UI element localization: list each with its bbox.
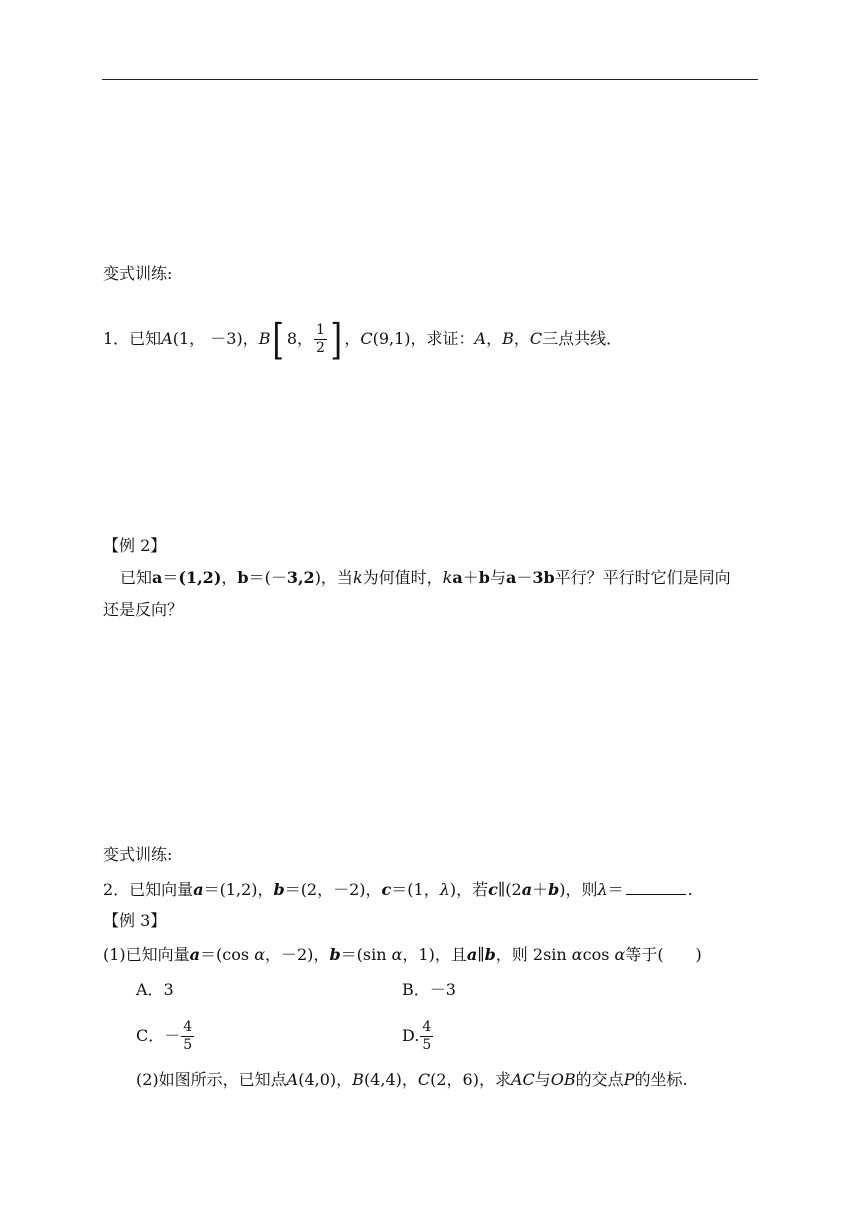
point-c-ref: C — [529, 329, 543, 348]
text: D. — [402, 1026, 420, 1045]
text: )，当 — [314, 568, 353, 587]
comma: ， — [344, 329, 361, 348]
text: 与 — [489, 568, 506, 587]
variant-heading-2: 变式训练: — [103, 845, 173, 864]
fraction-numerator: 4 — [183, 1019, 193, 1035]
text: ，则 2sin — [495, 945, 572, 964]
text: (1)已知向量 — [103, 945, 190, 964]
question-2 — [103, 880, 693, 900]
point-b: B — [352, 1070, 364, 1089]
text: 2．已知向量 — [103, 880, 194, 899]
point-b: B — [258, 329, 271, 348]
vector-b-value: 3,2 — [286, 568, 315, 587]
text: ＝(cos — [200, 945, 255, 964]
point-b-fraction — [314, 322, 327, 357]
vector-a: a — [466, 945, 478, 964]
text: 等于( ) — [625, 945, 702, 964]
text: 已知 — [120, 568, 153, 587]
text: ＝ — [162, 568, 179, 587]
vector-a: a — [152, 568, 163, 587]
example-3-heading: 【例 3】 — [103, 911, 167, 930]
var-lambda: λ — [439, 880, 450, 899]
vector-3b: 3b — [532, 568, 555, 587]
text: 为何值时， — [362, 568, 443, 587]
separator: ， — [513, 329, 530, 348]
example-2-line-2: 还是反向？ — [103, 600, 184, 619]
option-d[interactable] — [402, 1014, 434, 1058]
separator: ， — [486, 329, 503, 348]
vector-b: b — [237, 568, 249, 587]
text: ∥ — [477, 945, 485, 964]
example-3-question-2 — [136, 1070, 688, 1090]
text: 与 — [534, 1070, 551, 1089]
text: ， — [221, 568, 238, 587]
option-d-fraction — [420, 1019, 433, 1054]
point-c: C — [417, 1070, 431, 1089]
fraction-denominator: 2 — [316, 340, 325, 356]
option-c-fraction — [181, 1019, 194, 1054]
segment-ob: OB — [550, 1070, 576, 1089]
header-rule — [102, 79, 758, 80]
segment-ac: AC — [510, 1070, 535, 1089]
option-c[interactable] — [136, 1014, 195, 1058]
vector-b: b — [548, 880, 560, 899]
point-c-coords: (9,1)，求证： — [372, 329, 475, 348]
vector-b: b — [478, 568, 490, 587]
point-p: P — [623, 1070, 635, 1089]
text: ＋ — [462, 568, 479, 587]
text: ＝(sin — [340, 945, 392, 964]
var-alpha: α — [571, 945, 583, 964]
fraction-denominator: 5 — [422, 1037, 432, 1053]
text: (2)如图所示，已知点 — [136, 1070, 287, 1089]
vector-a-value: (1,2) — [178, 568, 222, 587]
fraction-numerator: 1 — [316, 322, 325, 338]
text: ＝(1,2)， — [203, 880, 274, 899]
text: (2，6)，求 — [430, 1070, 511, 1089]
example-2-heading: 【例 2】 — [103, 536, 167, 555]
point-b-x: 8， — [286, 329, 314, 348]
vector-a: a — [505, 568, 517, 587]
vector-b: b — [329, 945, 341, 964]
point-b-ref: B — [502, 329, 514, 348]
vector-a: a — [193, 880, 204, 899]
text: )，若 — [449, 880, 489, 899]
variant-heading-1: 变式训练: — [103, 264, 173, 283]
text: ，1)，且 — [402, 945, 467, 964]
text: . — [687, 880, 693, 899]
vector-b: b — [484, 945, 496, 964]
right-bracket: ] — [330, 314, 342, 364]
text: )，则 — [559, 880, 598, 899]
text: ＝(－ — [248, 568, 287, 587]
var-alpha: α — [254, 945, 265, 964]
text: (4,4)， — [363, 1070, 418, 1089]
text: － — [516, 568, 533, 587]
text: ∥(2 — [497, 880, 522, 899]
text: ＋ — [532, 880, 549, 899]
vector-b: b — [273, 880, 285, 899]
option-a[interactable]: A．3 — [136, 980, 174, 999]
point-c: C — [360, 329, 373, 348]
vector-c: c — [488, 880, 498, 899]
text: ＝ — [607, 880, 624, 899]
point-a: A — [161, 329, 173, 348]
q1-suffix: 三点共线． — [542, 329, 623, 348]
point-a-ref: A — [474, 329, 487, 348]
var-alpha: α — [614, 945, 626, 964]
var-k: k — [352, 568, 363, 587]
text: 的交点 — [575, 1070, 624, 1089]
point-a: A — [286, 1070, 299, 1089]
vector-a: a — [452, 568, 463, 587]
fraction-denominator: 5 — [183, 1037, 193, 1053]
var-lambda: λ — [597, 880, 608, 899]
point-a-coords: (1， －3)， — [172, 329, 259, 348]
fraction-numerator: 4 — [422, 1019, 432, 1035]
var-alpha: α — [391, 945, 403, 964]
text: (4,0)， — [298, 1070, 353, 1089]
vector-a: a — [521, 880, 533, 899]
q1-prefix: 1．已知 — [103, 329, 162, 348]
text: ＝(2，－2)， — [284, 880, 382, 899]
example-2-line-1 — [120, 568, 731, 588]
answer-blank[interactable] — [626, 880, 686, 895]
var-k: k — [442, 568, 453, 587]
left-bracket: [ — [272, 314, 285, 364]
text: C．－ — [136, 1026, 181, 1045]
vector-a: a — [189, 945, 201, 964]
example-3-question-1 — [103, 945, 702, 965]
vector-c: c — [381, 880, 392, 899]
text: cos — [582, 945, 615, 964]
question-1 — [103, 310, 622, 368]
text: 平行？平行时它们是同向 — [554, 568, 731, 587]
text: ＝(1， — [391, 880, 440, 899]
text: ，－2)， — [265, 945, 330, 964]
option-b[interactable]: B．－3 — [402, 980, 456, 999]
text: 的坐标. — [634, 1070, 688, 1089]
